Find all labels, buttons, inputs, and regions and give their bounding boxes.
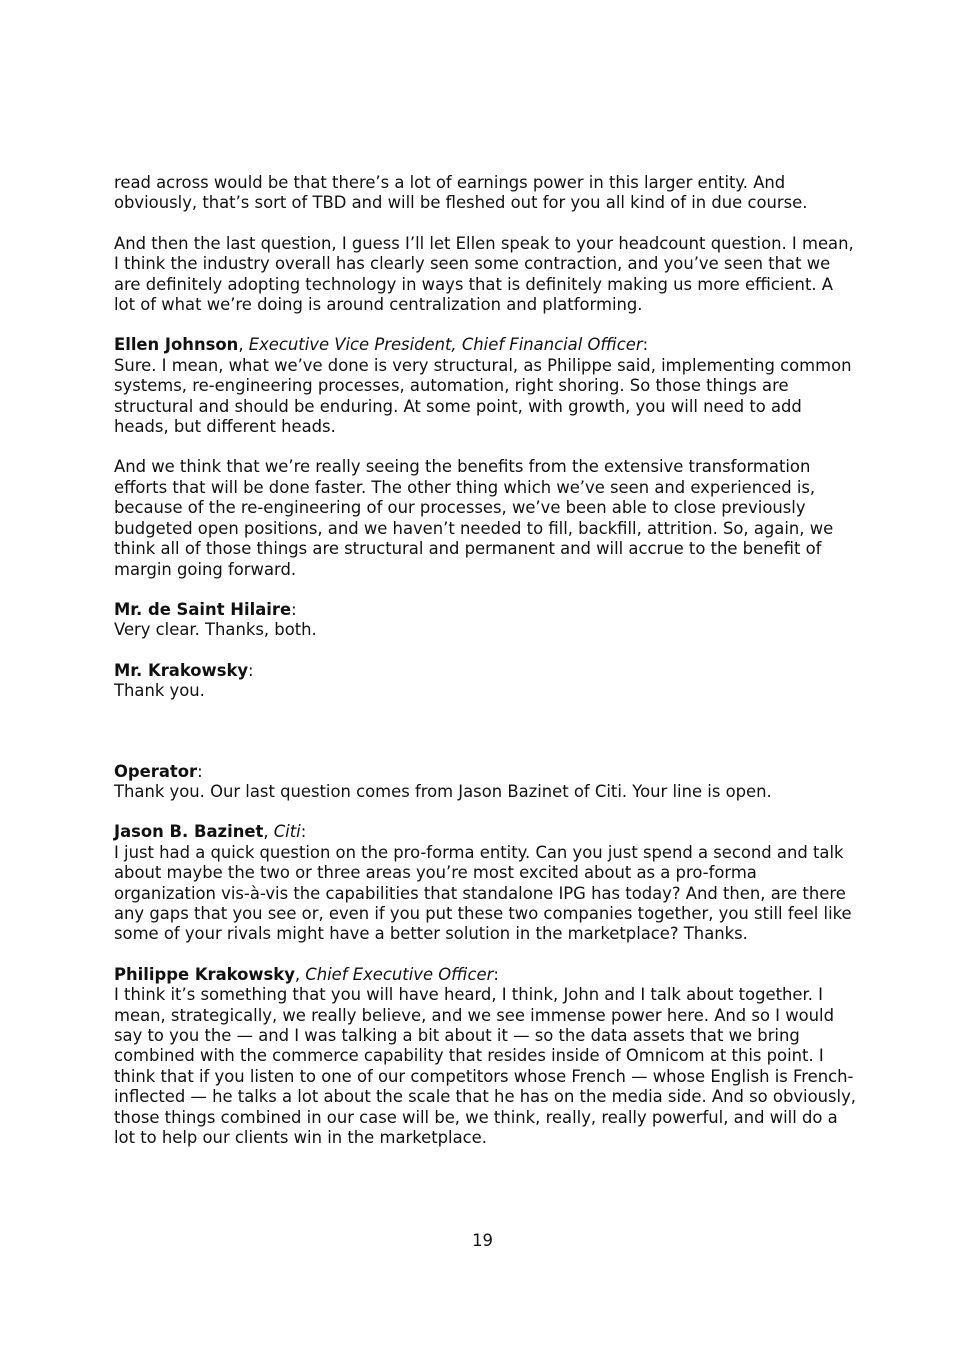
speaker-header bbox=[114, 661, 859, 681]
section-spacer bbox=[114, 722, 859, 762]
speaker-text: Sure. I mean, what we’ve done is very structural, as Philippe said, implementing common systems, re-engineering processes, automation, right shoring. So those things are structural and should be enduring. At some point, with growth, you will need to add heads, but different heads. bbox=[114, 355, 852, 437]
colon: : bbox=[493, 964, 499, 984]
speaker-header bbox=[114, 335, 859, 355]
colon: : bbox=[248, 660, 254, 680]
speaker-text: I just had a quick question on the pro-forma entity. Can you just spend a second and talk about maybe the two or three areas you’re most excited about as a pro-forma organization vis-à-vis the capabilities that standalone IPG has today? And then, are there any gaps that you see or, even if you put these two companies together, you still feel like some of your rivals might have a better solution in the marketplace? Thanks. bbox=[114, 842, 852, 944]
speaker-text: I think it’s something that you will have heard, I think, John and I talk about together. I mean, strategically, we really believe, and we see immense power here. And so I would say to you the — and I was talking a bit about it — so the data assets that we bring combined with the commerce capability that resides inside of Omnicom at this point. I think that if you listen to one of our competitors whose French — whose English is French-inflected — he talks a lot about the scale that he has on the media side. And so obviously, those things combined in our case will be, we think, really, really powerful, and will do a lot to help our clients win in the marketplace. bbox=[114, 985, 857, 1148]
speaker-block-jason-bazinet bbox=[114, 822, 859, 944]
speaker-text: Thank you. bbox=[114, 681, 205, 701]
colon: : bbox=[197, 761, 203, 781]
separator: , bbox=[238, 335, 249, 355]
separator: , bbox=[263, 822, 274, 842]
speaker-text: Thank you. Our last question comes from Jason Bazinet of Citi. Your line is open. bbox=[114, 781, 772, 801]
speaker-title: Chief Executive Officer bbox=[305, 964, 494, 984]
speaker-block-krakowsky-short bbox=[114, 661, 859, 702]
speaker-header bbox=[114, 822, 859, 842]
speaker-block-philippe-krakowsky bbox=[114, 965, 859, 1149]
intro-paragraph-1: read across would be that there’s a lot of earnings power in this larger entity. And obviously, that’s sort of TBD and will be fleshed out for you all kind of in due course. bbox=[114, 173, 808, 213]
speaker-name: Mr. Krakowsky bbox=[114, 660, 249, 680]
ellen-paragraph-2: And we think that we’re really seeing the benefits from the extensive transformation efforts that will be done faster. The other thing which we’ve seen and experienced is, because of the re-engineering of our processes, we’ve been able to close previously budgeted open positions, and we haven’t needed to fill, backfill, attrition. So, again, we think all of those things are structural and permanent and will accrue to the benefit of margin going forward. bbox=[114, 457, 834, 579]
transcript-body bbox=[114, 173, 859, 1168]
colon: : bbox=[291, 599, 297, 619]
speaker-header bbox=[114, 600, 859, 620]
speaker-name: Mr. de Saint Hilaire bbox=[114, 599, 292, 619]
speaker-title: Executive Vice President, Chief Financial Officer bbox=[248, 335, 643, 355]
speaker-title: Citi bbox=[273, 822, 301, 842]
speaker-block-de-saint-hilaire bbox=[114, 600, 859, 641]
speaker-text: Very clear. Thanks, both. bbox=[114, 620, 317, 640]
speaker-header bbox=[114, 965, 859, 985]
speaker-name: Operator bbox=[114, 761, 198, 781]
intro-paragraph-2: And then the last question, I guess I’ll let Ellen speak to your headcount question. I mean, I think the industry overall has clearly seen some contraction, and you’ve seen that we are definitely adopting technology in ways that is definitely making us more efficient. A lot of what we’re doing is around centralization and platforming. bbox=[114, 233, 854, 315]
speaker-name: Jason B. Bazinet bbox=[114, 822, 264, 842]
page-number: 19 bbox=[472, 1231, 493, 1250]
colon: : bbox=[642, 335, 649, 355]
speaker-block-ellen-johnson bbox=[114, 335, 859, 437]
separator: , bbox=[294, 964, 306, 984]
colon: : bbox=[300, 822, 307, 842]
speaker-block-operator bbox=[114, 762, 859, 803]
speaker-name: Ellen Johnson bbox=[114, 335, 239, 355]
speaker-name: Philippe Krakowsky bbox=[114, 964, 295, 984]
speaker-header bbox=[114, 762, 859, 782]
